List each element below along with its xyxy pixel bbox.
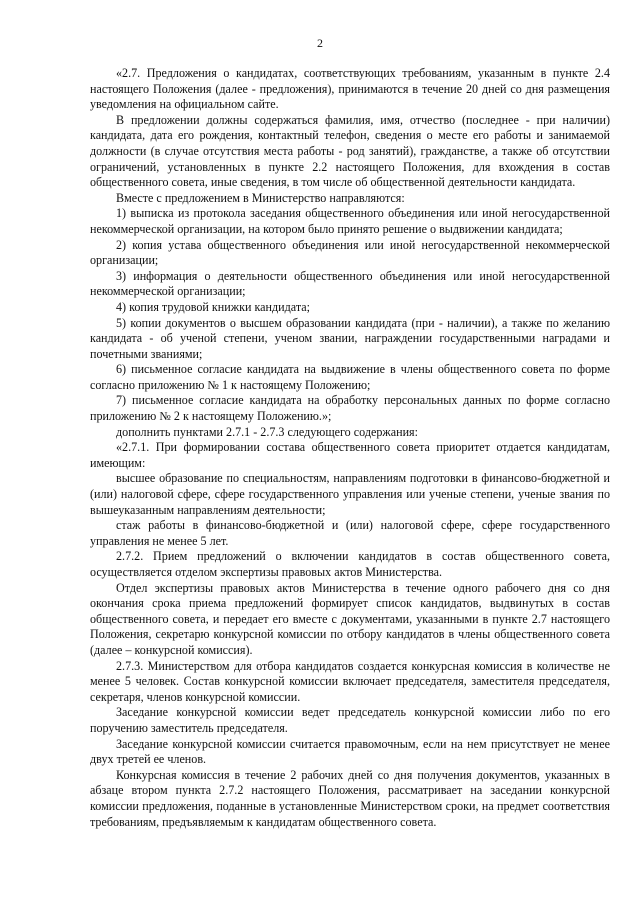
paragraph: 4) копия трудовой книжки кандидата; (116, 299, 310, 314)
document-body (90, 66, 610, 830)
paragraph: Вместе с предложением в Министерство направляются: (116, 190, 405, 205)
paragraph: 5) копии документов о высшем образовании кандидата (при - наличии), а также по желанию кандидата - об ученой степени, ученом звании, награждении государственными наградами и почетными званиями; (90, 315, 610, 361)
paragraph: «2.7.1. При формировании состава общественного совета приоритет отдается кандидатам, имеющим: (90, 440, 610, 470)
paragraph: 2.7.2. Прием предложений о включении кандидатов в состав общественного совета, осуществляется отделом экспертизы правовых актов Министерства. (90, 549, 610, 579)
paragraph: дополнить пунктами 2.7.1 - 2.7.3 следующего содержания: (116, 424, 418, 439)
paragraph: В предложении должны содержаться фамилия, имя, отчество (последнее - при наличии) кандидата, дата его рождения, контактный телефон, сведения о месте его работы и занимаемой должности (в случае отсутствия места работы - род занятий), гражданстве, а также об отсутствии ограничений, установленных в пункте 2.2 настоящего Положения, для вхождения в состав общественного совета, иные сведения, в том числе об общественной деятельности кандидата. (90, 112, 610, 190)
paragraph: Конкурсная комиссия в течение 2 рабочих дней со дня получения документов, указанных в абзаце втором пункта 2.7.2 настоящего Положения, рассматривает на заседании конкурсной комиссии предложения, поданные в установленные Министерством сроки, на предмет соответствия требованиям, предъявляемым к кандидатам общественного совета. (90, 767, 610, 829)
paragraph: 3) информация о деятельности общественного объединения или иной негосударственной некоммерческой организации; (90, 268, 610, 299)
paragraph: Заседание конкурсной комиссии считается правомочным, если на нем присутствует не менее двух третей ее членов. (90, 736, 610, 767)
paragraph: Заседание конкурсной комиссии ведет председатель конкурсной комиссии либо по его поручению заместитель председателя. (90, 705, 610, 735)
paragraph: стаж работы в финансово-бюджетной и (или) налоговой сфере, сфере государственного управления не менее 5 лет. (90, 518, 610, 548)
paragraph: 6) письменное согласие кандидата на выдвижение в члены общественного совета по форме согласно приложению № 1 к настоящему Положению; (90, 362, 610, 392)
paragraph: Отдел экспертизы правовых актов Министерства в течение одного рабочего дня со дня окончания срока приема предложений формирует список кандидатов, выдвинутых в состав общественного совета, и передает его вместе с документами, указанными в пункте 2.7 настоящего Положения, секретарю конкурсной комиссии по отбору кандидатов в члены общественного совета (далее – конкурсной комиссия). (90, 580, 610, 657)
paragraph: 7) письменное согласие кандидата на обработку персональных данных по форме согласно приложению № 2 к настоящему Положению.»; (90, 393, 610, 424)
paragraph: 2.7.3. Министерством для отбора кандидатов создается конкурсная комиссия в количестве не менее 5 человек. Состав конкурсной комиссии включает председателя, заместителя председателя, секретаря, членов конкурсной комиссии. (90, 658, 610, 704)
paragraph: «2.7. Предложения о кандидатах, соответствующих требованиям, указанным в пункте 2.4 настоящего Положения (далее - предложения), принимаются в течение 20 дней со дня размещения уведомления на официальном сайте. (90, 66, 610, 112)
page-number: 2 (317, 36, 323, 50)
paragraph: 1) выписка из протокола заседания общественного объединения или иной негосударственной некоммерческой организации, на котором было принято решение о выдвижении кандидата; (90, 206, 610, 236)
paragraph: высшее образование по специальностям, направлениям подготовки в финансово-бюджетной и (или) налоговой сфере, сфере государственного управления или ученые степени, ученые звания по вышеуказанным направлениям деятельности; (90, 471, 610, 517)
paragraph: 2) копия устава общественного объединения или иной негосударственной некоммерческой организации; (90, 237, 610, 268)
